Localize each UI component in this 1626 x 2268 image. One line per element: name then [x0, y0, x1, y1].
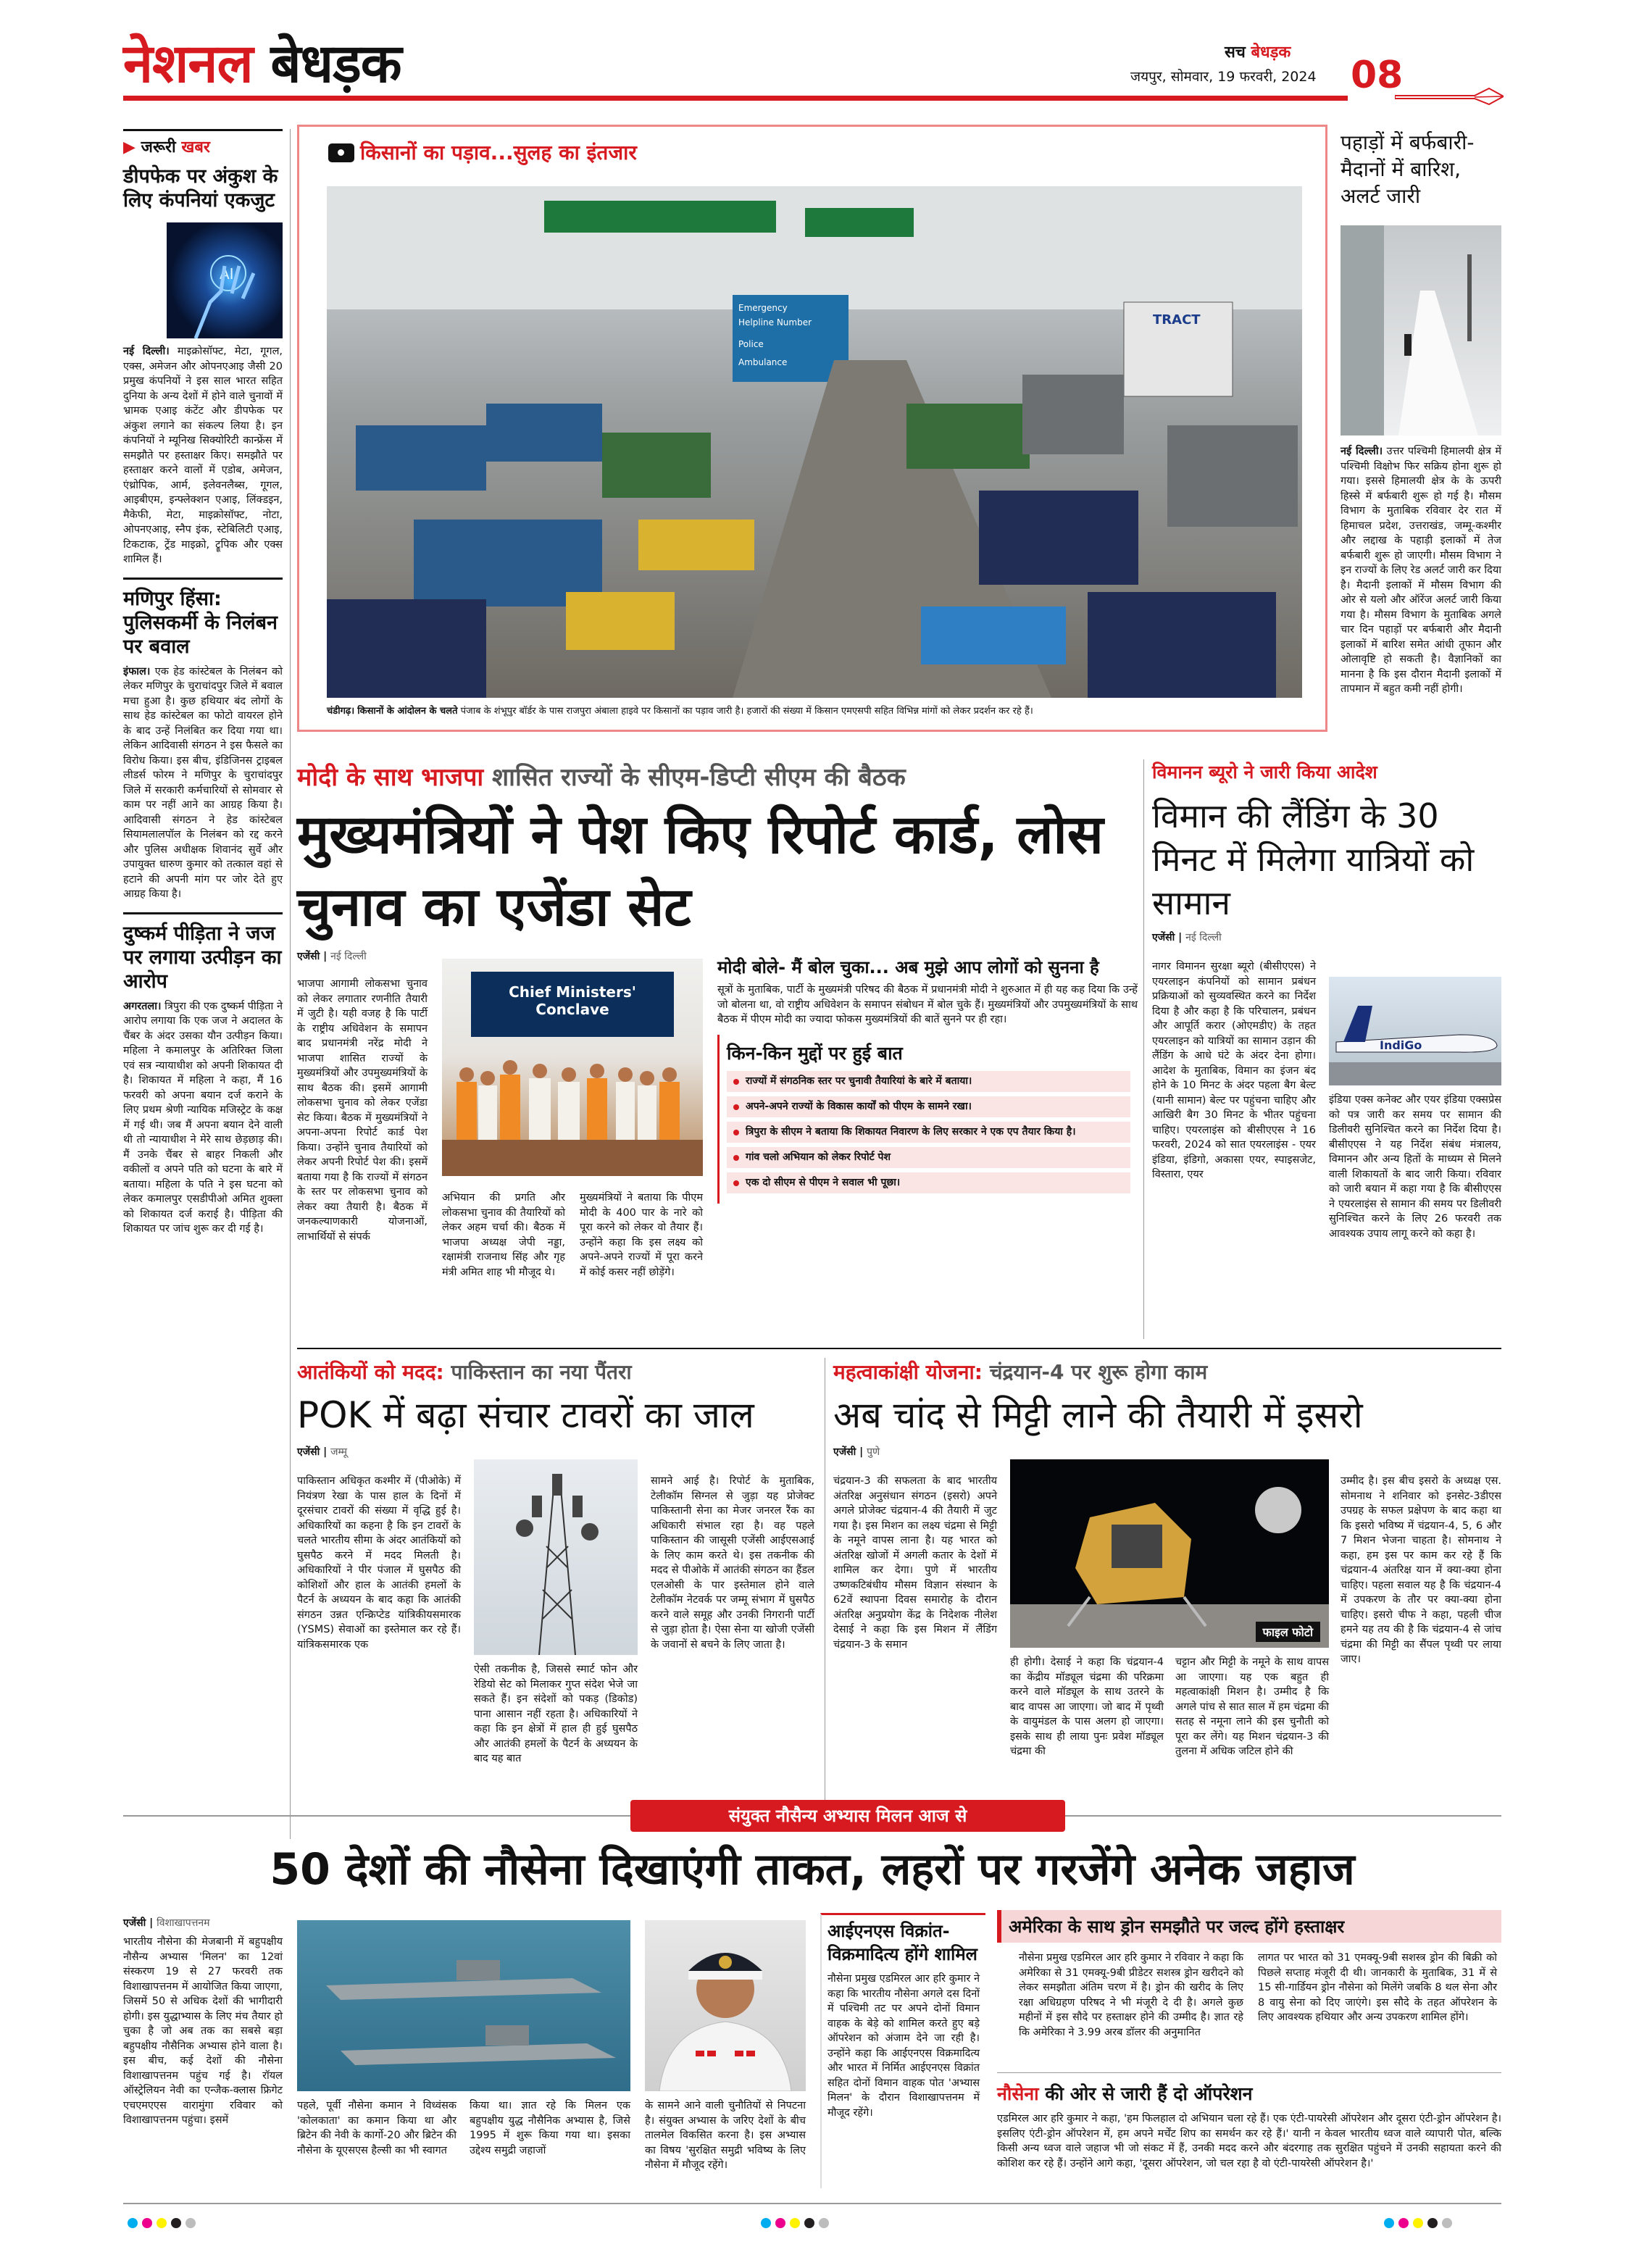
flight-byline: एजेंसी | नई दिल्ली — [1152, 932, 1222, 943]
conclave-banner-line1: Chief Ministers' — [509, 983, 636, 1001]
camera-icon — [328, 143, 354, 162]
registration-dot — [185, 2218, 196, 2228]
tagline-black: सच — [1225, 43, 1246, 62]
sign-police: Police — [738, 339, 764, 349]
isro-col2: ही होगी। देसाई ने कहा कि चंद्रयान-4 का केंद्रीय मॉड्यूल चंद्रमा की परिक्रमा करने वाले मॉड्यूल के साथ उतरने के बाद वापस आ जाएगा। जो बाद में पृथ्वी के वायुमंडल के पास अलग हो जाएगा। इसके साथ ही लाया पुनः प्रवेश मॉड्यूल चंद्रमा की — [1010, 1656, 1164, 1757]
navy-headline: 50 देशों की नौसेना दिखाएंगी ताकत, लहरों पर गरजेंगे अनेक जहाज — [270, 1844, 1355, 1895]
issue-item: राज्यों में संगठनिक स्तर पर चुनावी तैयारियां के बारे में बताया। — [727, 1071, 1130, 1092]
pok-byline: एजेंसी | जम्मू — [297, 1446, 348, 1458]
deepfake-photo — [167, 222, 283, 338]
flight-headline: विमान की लैंडिंग के 30 मिनट में मिलेगा यात्रियों को सामान — [1152, 796, 1475, 922]
warship-scene — [297, 1920, 630, 2091]
manipur-headline: मणिपुर हिंसा: पुलिसकर्मी के निलंबन पर बवाल — [123, 587, 278, 658]
pok-headline: POK में बढ़ा संचार टावरों का जाल — [297, 1394, 754, 1436]
modi-byline: एजेंसी | नई दिल्ली — [297, 951, 367, 962]
section-label-black: जरूरी — [141, 138, 176, 157]
modi-kicker — [297, 759, 1138, 793]
navy-banner-text: संयुक्त नौसैन्य अभ्यास मिलन आज से — [728, 1806, 967, 1826]
navy-col4: के सामने आने वाली चुनौतियों से निपटना है। संयुक्त अभ्यास के जरिए देशों के बीच तालमेल विकसित करना है। इस अभ्यास का विषय 'सुरक्षित समुद्री भविष्य के लिए नौसेना में मौजूद रहेंगे। — [645, 2100, 806, 2171]
dateline: जयपुर, सोमवार, 19 फरवरी, 2024 — [1130, 69, 1317, 85]
registration-dot — [790, 2218, 800, 2228]
ops-story — [997, 2081, 1501, 2171]
vikrant-box — [820, 1913, 985, 2188]
drone-headline-text: अमेरिका के साथ ड्रोन समझौते पर जल्द होंगे हस्ताक्षर — [1009, 1917, 1345, 1937]
drone-story — [997, 1910, 1501, 2038]
drone-ops-rule — [997, 2072, 1501, 2073]
navy-chief-photo — [645, 1920, 806, 2091]
registration-dot — [1384, 2218, 1394, 2228]
flight-byline-place: नई दिल्ली — [1185, 932, 1222, 943]
deepfake-headline: डीपफेक पर अंकुश के लिए कंपनियां एकजुट — [123, 165, 278, 212]
registration-dot — [142, 2218, 152, 2228]
farmers-caption-lead: चंडीगढ़। — [327, 706, 355, 717]
issues-list — [727, 1071, 1130, 1193]
farmers-caption-bold: किसानों के आंदोलन के चलते — [357, 706, 458, 717]
sign-emergency: Emergency — [738, 303, 788, 313]
modi-byline-place: नई दिल्ली — [330, 951, 367, 962]
newspaper-name-red: नेशनल — [123, 33, 253, 95]
section-label-red: खबर — [181, 138, 210, 157]
isro-kicker-red: महत्वाकांक्षी योजना: — [833, 1360, 983, 1384]
issues-box — [717, 1035, 1138, 1204]
registration-dot — [128, 2218, 138, 2228]
ops-body: एडमिरल आर हरि कुमार ने कहा, 'हम फिलहाल दो अभियान चला रहे हैं। एक एंटी-पायरेसी ऑपरेशन और दूसरा एंटी-ड्रोन ऑपरेशन है। इसलिए एंटी-ड्रोन ऑपरेशन में, हम अपने मर्चेंट शिप का समर्थन कर रहे हैं।' यानी न केवल भारतीय ध्वज वाले व्यापारी पोत, बल्कि किसी अन्य ध्वज वाले जहाज भी जो संकट में हैं, उनकी मदद करने और बंदरगाह तक सुरक्षित पहुंचने में उनकी सहायता करने की कोशिश कर रहे हैं। उन्होंने आगे कहा, 'दूसरा ऑपरेशन, जो चल रहा है वो एंटी-पायरेसी ऑपरेशन है।' — [997, 2113, 1501, 2169]
agartala-body-text: त्रिपुरा की एक दुष्कर्म पीड़िता ने आरोप लगाया कि एक जज ने अदालत के चैंबर के अंदर उसका यौन उत्पीड़न किया। महिला ने कमालपुर के अतिरिक्त जिला एवं सत्र न्यायाधीश को अपनी शिकायत दी है। शिकायत में महिला ने कहा, मैं 16 फरवरी को अपना बयान दर्ज कराने के लिए प्रथम श्रेणी न्यायिक मजिस्ट्रेट के कक्ष में गई थी। जब मैं अपना बयान देने वाली थी तो न्यायाधीश ने मेरे साथ छेड़छाड़ की। मैं उनके चैंबर से बाहर निकली और वकीलों व अपने पति को घटना के बारे में बताया। महिला के पति ने इस घटना को लेकर कमालपुर एसडीपीओ अमित शुक्ला को शिकायत दर्ज कराई है। पीड़िता की शिकायत पर जांच शुरू कर दी गई है। — [123, 1000, 283, 1235]
truck-label: TRACT — [1153, 312, 1201, 328]
pok-byline-place: जम्मू — [330, 1446, 348, 1458]
flight-kicker: विमानन ब्यूरो ने जारी किया आदेश — [1152, 762, 1377, 783]
farmers-photo-box — [297, 125, 1327, 732]
snowfall-story — [1341, 129, 1501, 738]
tagline — [1225, 41, 1291, 62]
drone-headline — [997, 1910, 1501, 1943]
moon-lander-scene — [1010, 1459, 1329, 1648]
pen-nib-icon — [1395, 86, 1504, 107]
farmers-kicker-text: किसानों का पड़ाव...सुलह का इंतजार — [360, 141, 637, 164]
modi-side-box — [717, 956, 1138, 1204]
navy-byline-place: विशाखापत्तनम — [157, 1917, 210, 1929]
navy-chief-portrait — [645, 1920, 806, 2091]
mid-rule — [297, 1348, 1501, 1349]
pok-col2: ऐसी तकनीक है, जिससे स्मार्ट फोन और रेडियो सेट को मिलाकर गुप्त संदेश भेजे जा सकते हैं। इन संदेशों को पकड़ (डिकोड) पाना आसान नहीं रहता है। अधिकारियों ने कहा कि इन क्षेत्रों में हाल ही हुई घुसपैठ और आतंकी हमलों के पैटर्न के अध्ययन के बाद यह बात — [474, 1664, 638, 1764]
modi-side-headline: मोदी बोले- मैं बोल चुका... अब मुझे आप लोगों को सुनना है — [717, 957, 1099, 977]
isro-col3: चट्टान और मिट्टी के नमूने के साथ वापस आ जाएगा। यह एक बहुत ही महत्वाकांक्षी मिशन है। उम्मीद है कि अगले पांच से सात साल में हम चंद्रमा की सतह से नमूना लाने की इस चुनौती को पूरा कर लेंगे। यह मिशन चंद्रयान-3 की तुलना में अधिक जटिल होने की — [1175, 1656, 1329, 1757]
modi-flight-divider — [1143, 759, 1144, 1339]
svg-text:AI: AI — [220, 265, 234, 283]
warship-photo — [297, 1920, 630, 2091]
conclave-banner-line2: Conclave — [535, 1001, 609, 1018]
navy-byline: एजेंसी | विशाखापत्तनम — [123, 1917, 210, 1929]
sign-helpline: Helpline Number — [738, 317, 812, 328]
registration-dot — [1427, 2218, 1438, 2228]
pok-byline-agency: एजेंसी — [297, 1446, 320, 1458]
modi-side-body: सूत्रों के मुताबिक, पार्टी के मुख्यमंत्री परिषद की बैठक में प्रधानमंत्री मोदी ने शुरुआत में ही यह कह दिया कि उन्हें जो बोलना था, वो राष्ट्रीय अधिवेशन के समापन संबोधन में बोल चुके हैं। मुख्यमंत्रियों और उपमुख्यमंत्रियों के साथ बैठक में पीएम मोदी का ज्यादा फोकस मुख्यमंत्रियों की बातें सुनने पर ही रहा। — [717, 984, 1138, 1025]
sign-ambulance: Ambulance — [738, 357, 788, 367]
ai-hand-icon — [167, 222, 283, 338]
section-label — [123, 129, 283, 157]
navy-col2: पहले, पूर्वी नौसेना कमान ने विध्वंसक 'कोलकाता' का कमान किया था और ब्रिटेन की नेवी के कार्गो-20 और ब्रिटेन की नौसेना के यूएसएस हैल्सी का भी स्वागत — [297, 2100, 456, 2156]
navy-byline-agency: एजेंसी — [123, 1917, 146, 1929]
issue-item: अपने-अपने राज्यों के विकास कार्यों को पीएम के सामने रखा। — [727, 1096, 1130, 1117]
isro-col1: चंद्रयान-3 की सफलता के बाद भारतीय अंतरिक्ष अनुसंधान संगठन (इसरो) अपने अगले प्रोजेक्ट चंद्रयान-4 की तैयारी में जुट गया है। इस मिशन का लक्ष्य चंद्रमा से मिट्टी के नमूने वापस लाना है। यह भारत को अंतरिक्ष खोजों में अगली कतार के देशों में शामिल कर देगा। पुणे में भारतीय उष्णकटिबंधीय मौसम विज्ञान संस्थान के 62वें स्थापना दिवस समारोह के दौरान अंतरिक्ष अनुप्रयोग केंद्र के निदेशक नीलेश देसाई ने कहा कि इस मिशन में लैंडिंग चंद्रयान-3 के समान — [833, 1475, 997, 1651]
modi-col1: भाजपा आगामी लोकसभा चुनाव को लेकर लगातार रणनीति तैयारी में जुटी है। यही वजह है कि पार्टी के राष्ट्रीय अधिवेशन के समापन बाद प्रधानमंत्री नरेंद्र मोदी ने भाजपा शासित राज्यों के मुख्यमंत्रियों और उपमुख्यमंत्रियों के साथ बैठक की। इसमें आगामी लोकसभा चुनाव को लेकर एजेंडा सेट किया। बैठक में मुख्यमंत्रियों ने अपना-अपना रिपोर्ट कार्ड पेश किया। उन्होंने चुनाव तैयारियों को लेकर अपनी रिपोर्ट पेश की। इसमें बताया गया है कि राज्यों में संगठन के स्तर पर लोकसभा चुनाव को लेकर क्या तैयारी है। बैठक में जनकल्याणकारी योजनाओं, लाभार्थियों से संपर्क — [297, 978, 428, 1243]
snowfall-photo — [1341, 225, 1501, 435]
issue-item: त्रिपुरा के सीएम ने बताया कि शिकायत निवारण के लिए सरकार ने एक एप तैयार किया है। — [727, 1122, 1130, 1143]
masthead — [123, 25, 1500, 104]
newspaper-name-black: बेधड़क — [270, 33, 401, 95]
snowfall-body-lead: नई दिल्ली। — [1341, 446, 1383, 457]
deepfake-body — [123, 344, 283, 567]
left-column — [123, 129, 283, 1839]
moon-lander-photo — [1010, 1459, 1329, 1648]
registration-dot — [171, 2218, 181, 2228]
newspaper-name — [123, 25, 401, 98]
modi-col3: मुख्यमंत्रियों ने बताया कि पीएम मोदी के 400 पार के नारे को पूरा करने को लेकर वो तैयार हैं। उन्होंने कहा कि इस लक्ष्य को अपने-अपने राज्यों में पूरा करने में कोई कसर नहीं छोड़ेंगे। — [580, 1192, 703, 1278]
navy-banner — [123, 1800, 1501, 1832]
registration-marks-right — [1384, 2217, 1456, 2231]
snowfall-body — [1341, 444, 1501, 697]
registration-dot — [819, 2218, 829, 2228]
file-photo-tag: फाइल फोटो — [1256, 1622, 1320, 1642]
registration-dot — [804, 2218, 814, 2228]
registration-dot — [1413, 2218, 1423, 2228]
left-column-divider — [290, 129, 291, 1839]
modi-byline-agency: एजेंसी — [297, 951, 320, 962]
pok-story — [297, 1358, 819, 1807]
farmers-kicker — [328, 138, 637, 166]
vikrant-headline: आईएनएस विक्रांत- विक्रमादित्य होंगे शामिल — [827, 1921, 977, 1964]
flight-byline-agency: एजेंसी — [1152, 932, 1175, 943]
navy-story — [123, 1916, 813, 2206]
vikrant-body: नौसेना प्रमुख एडमिरल आर हरि कुमार ने कहा कि भारतीय नौसेना अगले दस दिनों में पश्चिमी तट पर अपने दोनों विमान वाहक के बेड़े को शामिल करते हुए बड़े ऑपरेशन को अंजाम देने जा रही है। उन्होंने कहा कि आईएनएस विक्रमादित्य और भारत में निर्मित आईएनएस विक्रांत सहित दोनों विमान वाहक पोत 'अभ्यास मिलन' के दौरान विशाखापत्तनम में मौजूद रहेंगे। — [827, 1973, 980, 2119]
section-label-arrow-icon: ▶ — [123, 138, 141, 157]
indigo-photo — [1329, 977, 1501, 1085]
farmers-caption-text: पंजाब के शंभूपुर बॉर्डर के पास राजपुरा अंबाला हाइवे पर किसानों का पड़ाव जारी है। हजारों की संख्या में किसान एमएसपी सहित विभिन्न मांगों को लेकर प्रदर्शन कर रहे हैं। — [460, 706, 1033, 717]
plane-logo-text: IndiGo — [1380, 1038, 1422, 1052]
registration-dot — [1442, 2218, 1452, 2228]
ops-headline-text: की ओर से जारी हैं दो ऑपरेशन — [1045, 2083, 1253, 2104]
agartala-body — [123, 999, 283, 1237]
navy-col1: भारतीय नौसेना की मेजबानी में बहुपक्षीय नौसैन्य अभ्यास 'मिलन' का 12वां संस्करण 19 से 27 फरवरी तक विशाखापत्तनम में आयोजित किया जाएगा, जिसमें 50 से अधिक देशों की भागीदारी होगी। इस युद्धाभ्यास के लिए मंच तैयार हो चुका है जो अब तक का सबसे बड़ा बहुपक्षीय नौसैनिक अभ्यास होने वाला है। इस बीच, कई देशों की नौसेना विशाखापत्तनम पहुंच गई है। रॉयल ऑस्ट्रेलियन नेवी का एन्जैक-क्लास फ्रिगेट एचएमएएस वारामुंगा रविवार को विशाखापत्तनम पहुंचा। इसमें — [123, 1936, 283, 2126]
isro-byline-agency: एजेंसी — [833, 1446, 856, 1458]
flight-story — [1152, 759, 1501, 1339]
pok-kicker — [297, 1358, 819, 1385]
modi-kicker-red: मोदी के साथ भाजपा — [297, 763, 484, 792]
issue-item: गांव चलो अभियान को लेकर रिपोर्ट पेश — [727, 1147, 1130, 1168]
flight-col1: नागर विमानन सुरक्षा ब्यूरो (बीसीएएस) ने एयरलाइन कंपनियों को सामान प्रबंधन प्रक्रियाओं को सुव्यवस्थित करने का निर्देश दिया है और कहा है कि परिचालन, प्रबंधन और आपूर्ति करार (ओएमडीए) के तहत एयरलाइन को यात्रियों का सामान उड़ान की लैंडिंग के आधे घंटे के अंदर देना होगा। आदेश के मुताबिक, विमान का इंजन बंद होने के 10 मिनट के अंदर पहला बैग बेल्ट (यानी सामान) बेल्ट पर पहुंचना चाहिए और आखिरी बैग 30 मिनट के भीतर पहुंचना चाहिए। एयरलाइंस को बीसीएएस ने 16 फरवरी, 2024 को सात एयरलाइंस - एयर इंडिया, इंडिगो, अकासा एयर, स्पाइसजेट, विस्तारा, एयर — [1152, 961, 1316, 1180]
isro-byline-place: पुणे — [867, 1446, 880, 1458]
farmers-caption — [327, 705, 1302, 718]
navy-col3: किया था। ज्ञात रहे कि मिलन एक बहुपक्षीय युद्ध नौसैनिक अभ्यास है, जिसे 1995 में शुरू किया गया था। इसका उद्देश्य समुद्री जहाजों — [470, 2100, 630, 2156]
tower-photo — [474, 1459, 638, 1655]
modi-headline: मुख्यमंत्रियों ने पेश किए रिपोर्ट कार्ड, लोस चुनाव का एजेंडा सेट — [297, 804, 1104, 938]
isro-headline: अब चांद से मिट्टी लाने की तैयारी में इसरो — [833, 1394, 1363, 1436]
farmers-photo — [327, 186, 1302, 698]
masthead-rule — [123, 96, 1348, 101]
footer-rule — [123, 2203, 1501, 2204]
ops-headline — [997, 2081, 1501, 2106]
pok-col3: सामने आई है। रिपोर्ट के मुताबिक, टेलीकॉम सिग्नल से जुड़ा यह प्रोजेक्ट पाकिस्तानी सेना का मेजर जनरल रैंक का अधिकारी संभाल रहा है। वह पहले पाकिस्तान की जासूसी एजेंसी आईएसआई के लिए काम करते थे। इस तकनीक की मदद से पीओके में आतंकी संगठन का हैंडल एलओसी के पार इस्तेमाल होने वाले टेलीकॉम नेटवर्क पर जम्मू संभाग में घुसपैठ करने वाले समूह और उनकी निगरानी पार्टी से जुड़ा होता है। ऐसा सेना या खोजी एजेंसी के जवानों से बचने के लिए जाता है। — [651, 1475, 814, 1651]
manipur-body-lead: इंफाल। — [123, 665, 151, 678]
issue-item: एक दो सीएम से पीएम ने सवाल भी पूछा। — [727, 1172, 1130, 1193]
isro-story — [833, 1358, 1501, 1807]
snowfall-headline: पहाड़ों में बर्फबारी- मैदानों में बारिश, अलर्ट जारी — [1341, 130, 1475, 208]
manipur-body — [123, 664, 283, 902]
leaders-group-scene — [442, 959, 703, 1176]
deepfake-body-lead: नई दिल्ली। — [123, 346, 170, 357]
registration-dot — [157, 2218, 167, 2228]
issues-box-title: किन-किन मुद्दों पर हुई बात — [727, 1042, 903, 1064]
drone-col1: नौसेना प्रमुख एडमिरल आर हरि कुमार ने रविवार ने कहा कि अमेरिका से 31 एमक्यू-9बी प्रीडेटर सशस्त्र ड्रोन खरीदने को लेकर समझौता अंतिम चरण में है। ड्रोन की खरीद के लिए रक्षा अधिग्रहण परिषद ने भी मंजूरी दे दी है। अगले कुछ महीनों में इस सौदे पर हस्ताक्षर होने की उम्मीद है। ज्ञात रहे कि अमेरिका ने 3.99 अरब डॉलर की अनुमानित — [1019, 1952, 1243, 2038]
modi-story — [297, 759, 1138, 1339]
manipur-body-text: एक हेड कांस्टेबल के निलंबन को लेकर मणिपुर के चुराचांदपुर जिले में बवाल मचा हुआ है। कुछ हथियार बंद लोगों के साथ हेड कांस्टेबल का फोटो वायरल होने के बाद उन्हें निलंबित कर दिया गया था। लेकिन आदिवासी संगठन ने इस फैसले का विरोध किया। इस बीच, इंडिजिनस ट्राइबल लीडर्स फोरम ने मणिपुर के चुराचांदपुर जिले में सरकारी कर्मचारियों से सोमवार से काम पर नहीं आने का आग्रह किया है। आदिवासी संगठन ने हेड कांस्टेबल सियामलालपॉल के निलंबन को रद्द करने और पुलिस अधीक्षक शिवानंद सुर्वे और उपायुक्त धारुण कुमार को तत्काल वहां से हटाने की अपनी मांग पर जोर देते हुए आग्रह किया है। — [123, 665, 283, 900]
modi-kicker-gray: शासित राज्यों के सीएम-डिप्टी सीएम की बैठक — [492, 763, 906, 792]
deepfake-body-text: माइक्रोसॉफ्ट, मेटा, गूगल, एक्स, अमेजन और ओपनएआइ जैसी 20 प्रमुख कंपनियों ने इस साल भारत सहित दुनिया के अन्य देशों में होने वाले चुनावों में भ्रामक एआइ कंटेंट और डीपफेक पर अंकुश लगाने का संकल्प लिया है। इन कंपनियों ने म्यूनिख सिक्योरिटी कान्फ्रेंस में समझौते पर हस्ताक्षर किए। समझौते पर हस्ताक्षर करने वालों में एडोब, अमेजन, एंथ्रोपिक, आर्म, इलेवनलैब्स, गूगल, आइबीएम, इन्फ्लेक्शन एआइ, लिंक्डइन, मैकेफी, मेटा, माइक्रोसॉफ्ट, नोटा, ओपनएआइ, स्नैप इंक, स्टेबिलिटी एआइ, टिकटाक, ट्रेंड माइक्रो, ट्रूपिक और एक्स शामिल हैं। — [123, 346, 283, 565]
ops-headline-red: नौसेना — [997, 2083, 1039, 2104]
registration-marks-left — [128, 2217, 200, 2231]
flight-col2: इंडिया एक्स कनेक्ट और एयर इंडिया एक्सप्रेस को पत्र जारी कर समय पर सामान की डिलीवरी सुनिश्चित करने का निर्देश दिया है। बीसीएएस ने यह निर्देश संबंध मंत्रालय, विमानन और अन्य हितों के माध्यम से मिलने वाली शिकायतों के बाद जारी किया। रविवार को जारी बयान में कहा गया है कि बीसीएएस ने एयरलाइंस से सामान की समय पर डिलीवरी सुनिश्चित करने के लिए 26 फरवरी तक आवश्यक उपाय लागू करने को कहा है। — [1329, 1094, 1501, 1240]
isro-kicker-gray: चंद्रयान-4 पर शुरू होगा काम — [989, 1360, 1208, 1384]
isro-byline: एजेंसी | पुणे — [833, 1446, 880, 1458]
snowfall-body-text: उत्तर पश्चिमी हिमालयी क्षेत्र में पश्चिमी विक्षोभ फिर सक्रिय होना शुरू हो गया। इससे हिमालयी क्षेत्र के के ऊपरी हिस्से में बर्फबारी शुरू हो गई है। मौसम विभाग के मुताबिक रविवार देर रात में हिमाचल प्रदेश, उत्तराखंड, जम्मू-कश्मीर और लद्दाख के पहाड़ी इलाकों में तेज बर्फबारी शुरू हो जाएगी। मौसम विभाग ने इन राज्यों के लिए रेड अलर्ट जारी कर दिया है। मैदानी इलाकों में मौसम विभाग की ओर से यलो और ऑरेंज अलर्ट जारी किया गया है। मौसम विभाग के मुताबिक अगले चार दिन पहाड़ों पर बर्फबारी और मैदानी इलाकों में बारिश समेत आंधी तूफान और ओलावृष्टि हो सकती है। वैज्ञानिकों का मानना है कि इस दौरान मैदानी इलाकों में तापमान में बहुत कमी नहीं होगी। — [1341, 446, 1502, 695]
agartala-headline: दुष्कर्म पीड़िता ने जज पर लगाया उत्पीड़न का आरोप — [123, 922, 282, 993]
drone-col2: लागत पर भारत को 31 एमक्यू-9बी सशस्त्र ड्रोन की बिक्री को पिछले सप्ताह मंजूरी दी थी। जानकारी के मुताबिक, 31 में से 15 सी-गार्डियन ड्रोन नौसेना को मिलेंगे जबकि 8 थल सेना और 8 वायु सेना को दिए जाएंगे। इस सौदे के तहत ऑपरेशन के लिए आवश्यक हथियार और अन्य उपकरण शामिल होंगे। — [1258, 1952, 1497, 2023]
pok-kicker-red: आतंकियों को मदद: — [297, 1360, 444, 1384]
modi-photo — [442, 959, 703, 1176]
snow-road-scene — [1341, 225, 1501, 435]
navy-banner-pill — [630, 1800, 1065, 1832]
registration-dot — [775, 2218, 785, 2228]
isro-col4: उम्मीद है। इस बीच इसरो के अध्यक्ष एस. सोमनाथ ने शनिवार को इनसेट-3डीएस उपग्रह के सफल प्रक्षेपण के बाद कहा था कि इसरो भविष्य में चंद्रयान-4, 5, 6 और 7 मिशन भेजना चाहता है। सोमनाथ ने कहा, हम इस पर काम कर रहे हैं कि चंद्रयान-4 अंतरिक्ष यान में क्या-क्या होना चाहिए। पहला सवाल यह है कि चंद्रयान-4 में उपकरण के तौर पर क्या-क्या होना चाहिए। इसरो चीफ ने कहा, पहली चीज हमने यह तय की है कि चंद्रयान-4 से जांच चंद्रमा की मिट्टी का सैंपल पृथ्वी पर लाया जाए। — [1341, 1475, 1501, 1665]
registration-dot — [1398, 2218, 1409, 2228]
registration-dot — [761, 2218, 771, 2228]
modi-col2: अभियान की प्रगति और लोकसभा चुनाव की तैयारियों को लेकर अहम चर्चा की। बैठक में भाजपा अध्यक्ष जेपी नड्डा, रक्षामंत्री राजनाथ सिंह और गृह मंत्री अमित शाह भी मौजूद थे। — [442, 1192, 565, 1278]
farmers-scene — [327, 186, 1302, 698]
page-number: 08 — [1351, 54, 1404, 97]
agartala-body-lead: अगरतला। — [123, 1000, 162, 1012]
telecom-tower-icon — [474, 1459, 638, 1655]
pok-kicker-gray: पाकिस्तान का नया पैंतरा — [451, 1360, 632, 1384]
registration-marks-center — [761, 2217, 833, 2231]
tagline-red: बेधड़क — [1251, 43, 1291, 62]
isro-kicker — [833, 1358, 1501, 1385]
pok-col1: पाकिस्तान अधिकृत कश्मीर में (पीओके) में नियंत्रण रेखा के पास हाल के दिनों में दूरसंचार टावरों की संख्या में वृद्धि हुई है। अधिकारियों का कहना है कि इन टावरों के चलते भारतीय सीमा के अंदर आतंकियों को घुसपैठ करने में मदद मिलती है। अधिकारियों ने पीर पंजाल में घुसपैठ की कोशिशों और हाल के आतंकी हमलों के पैटर्न के अध्ययन के बाद कहा कि आतंकी संगठन उन्नत एन्क्रिप्टेड यांत्रिकीयसमारक (YSMS) सेवाओं का इस्तेमाल कर रहे हैं। यांत्रिकसमारक एक — [297, 1475, 461, 1651]
airplane-scene — [1329, 977, 1501, 1085]
